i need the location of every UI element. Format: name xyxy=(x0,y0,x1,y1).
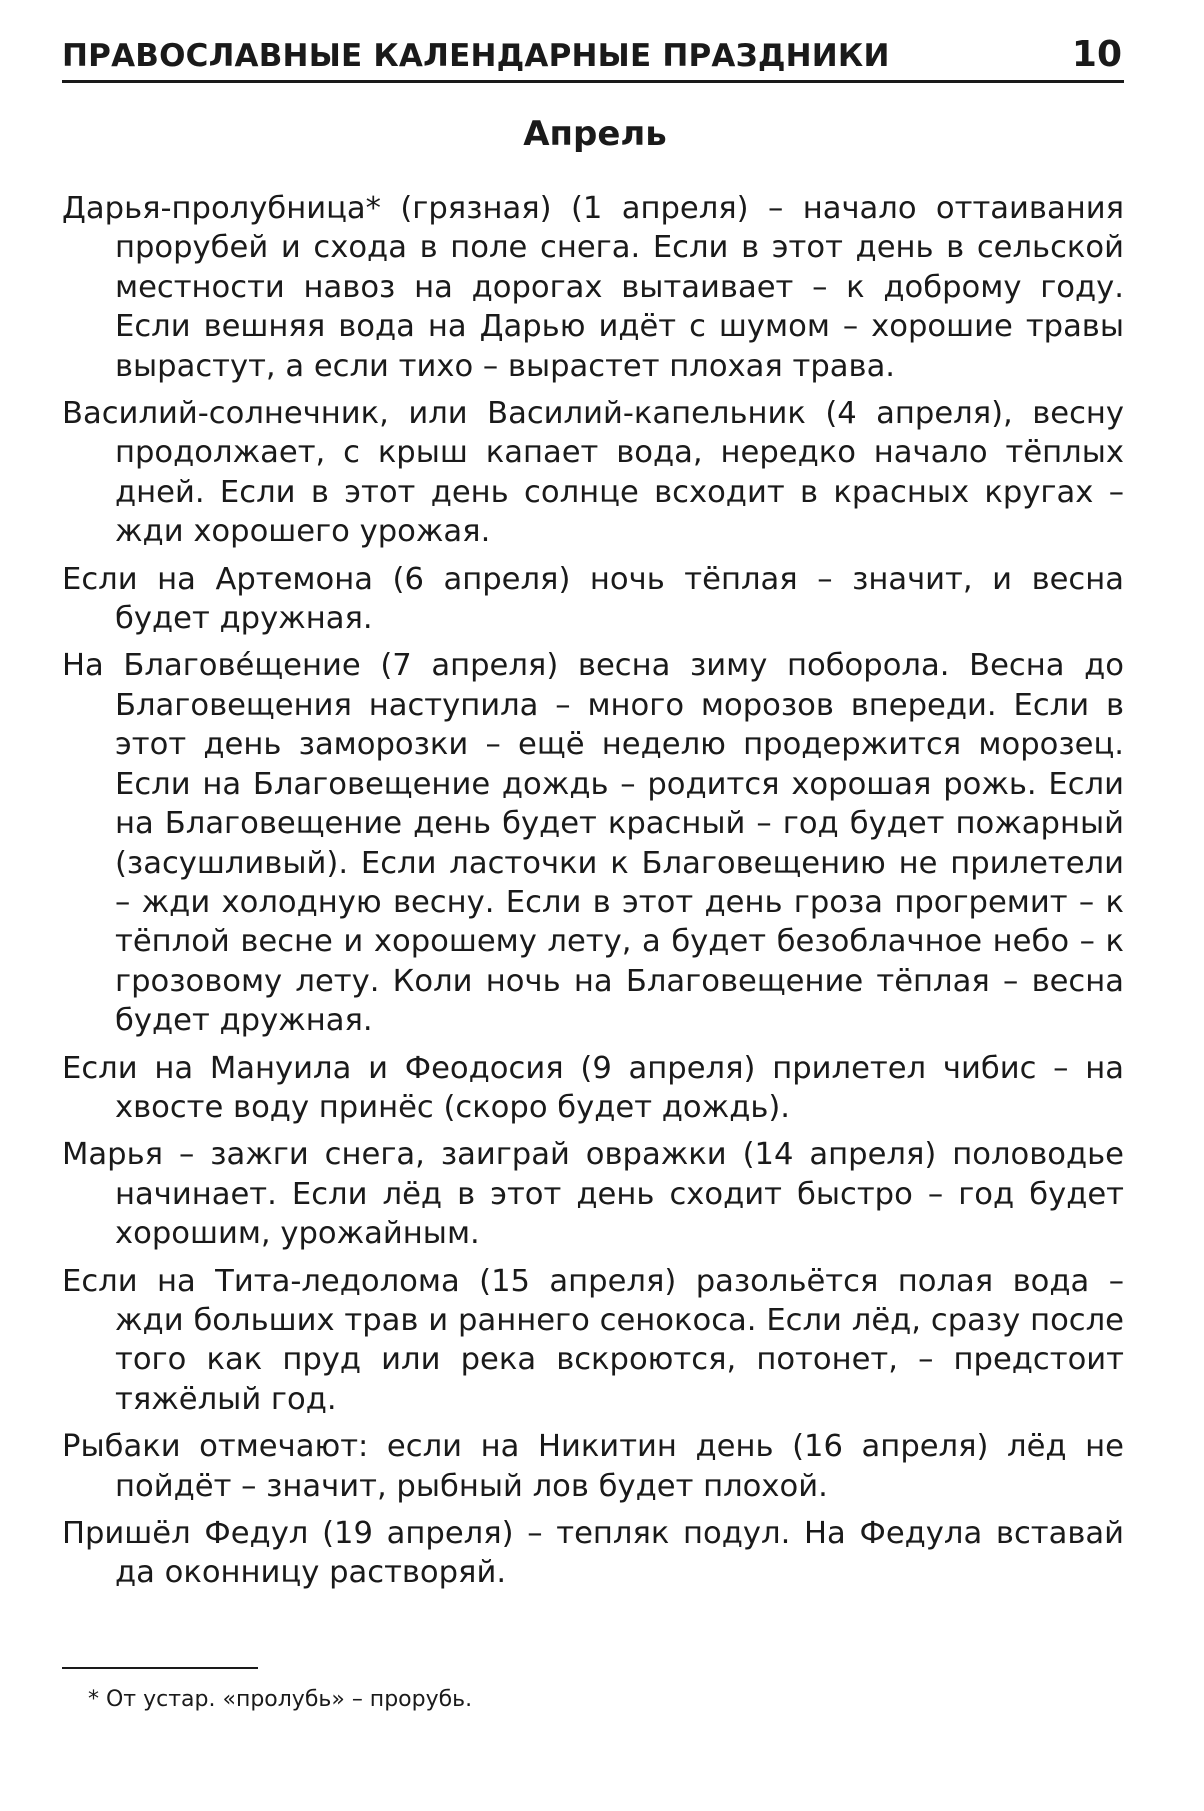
entry-nikita: Рыбаки отмечают: если на Никитин день (16 апреля) лёд не пойдёт – значит, рыбный лов будет плохой. xyxy=(62,1429,1124,1504)
footnote: * От устар. «пролубь» – прорубь. xyxy=(88,1687,473,1712)
footnote-divider xyxy=(62,1667,258,1669)
entry-marya: Марья – зажги снега, заиграй овражки (14 апреля) половодье начинает. Если лёд в этот день сходит быстро – год будет хорошим, урожайным. xyxy=(62,1137,1124,1252)
running-header xyxy=(62,30,1124,83)
entries-list xyxy=(62,189,1124,1601)
entry-artemon: Если на Артемона (6 апреля) ночь тёплая – значит, и весна будет дружная. xyxy=(62,561,1124,637)
entry-fedul: Пришёл Федул (19 апреля) – тепляк подул. На Федула вставай да оконницу растворяй. xyxy=(62,1516,1124,1591)
section-title: Апрель xyxy=(523,114,667,154)
entry-annunciation: На Благове́щение (7 апреля) весна зиму поборола. Весна до Благовещения наступила – много морозов впереди. Если в этот день заморозки – ещё неделю продержится морозец. Если на Благовещение дождь – родится хорошая рожь. Если на Благовещение день будет красный – год будет пожарный (засушливый). Если ласточки к Благовещению не прилетели – жди холодную весну. Если в этот день гроза прогремит – к тёплой весне и хорошему лету, а будет безоблачное небо – к грозовому лету. Коли ночь на Благовещение тёплая – весна будет дружная. xyxy=(62,648,1124,1039)
entry-tit: Если на Тита-ледолома (15 апреля) разольётся полая вода – жди больших трав и раннего сенокоса. Если лёд, сразу после того как пруд или река вскроются, потонет, – предстоит тяжёлый год. xyxy=(62,1263,1124,1417)
entry-manuil: Если на Мануила и Феодосия (9 апреля) прилетел чибис – на хвосте воду принёс (скоро будет дождь). xyxy=(62,1050,1124,1125)
entry-darya: Дарья-пролубница* (грязная) (1 апреля) – начало оттаивания прорубей и схода в поле снега. Если в этот день в сельской местности навоз на дорогах вытаивает – к доброму году. Если вешняя вода на Дарью идёт с шумом – хорошие травы вырастут, а если тихо – вырастет плохая трава. xyxy=(62,191,1124,384)
running-title: ПРАВОСЛАВНЫЕ КАЛЕНДАРНЫЕ ПРАЗДНИКИ xyxy=(62,38,890,74)
page-number: 10 xyxy=(1071,34,1122,75)
entry-vasily: Василий-солнечник, или Василий-капельник (4 апреля), весну продолжает, с крыш капает вода, нередко начало тёплых дней. Если в этот день солнце всходит в красных кругах – жди хорошего урожая. xyxy=(62,396,1124,550)
